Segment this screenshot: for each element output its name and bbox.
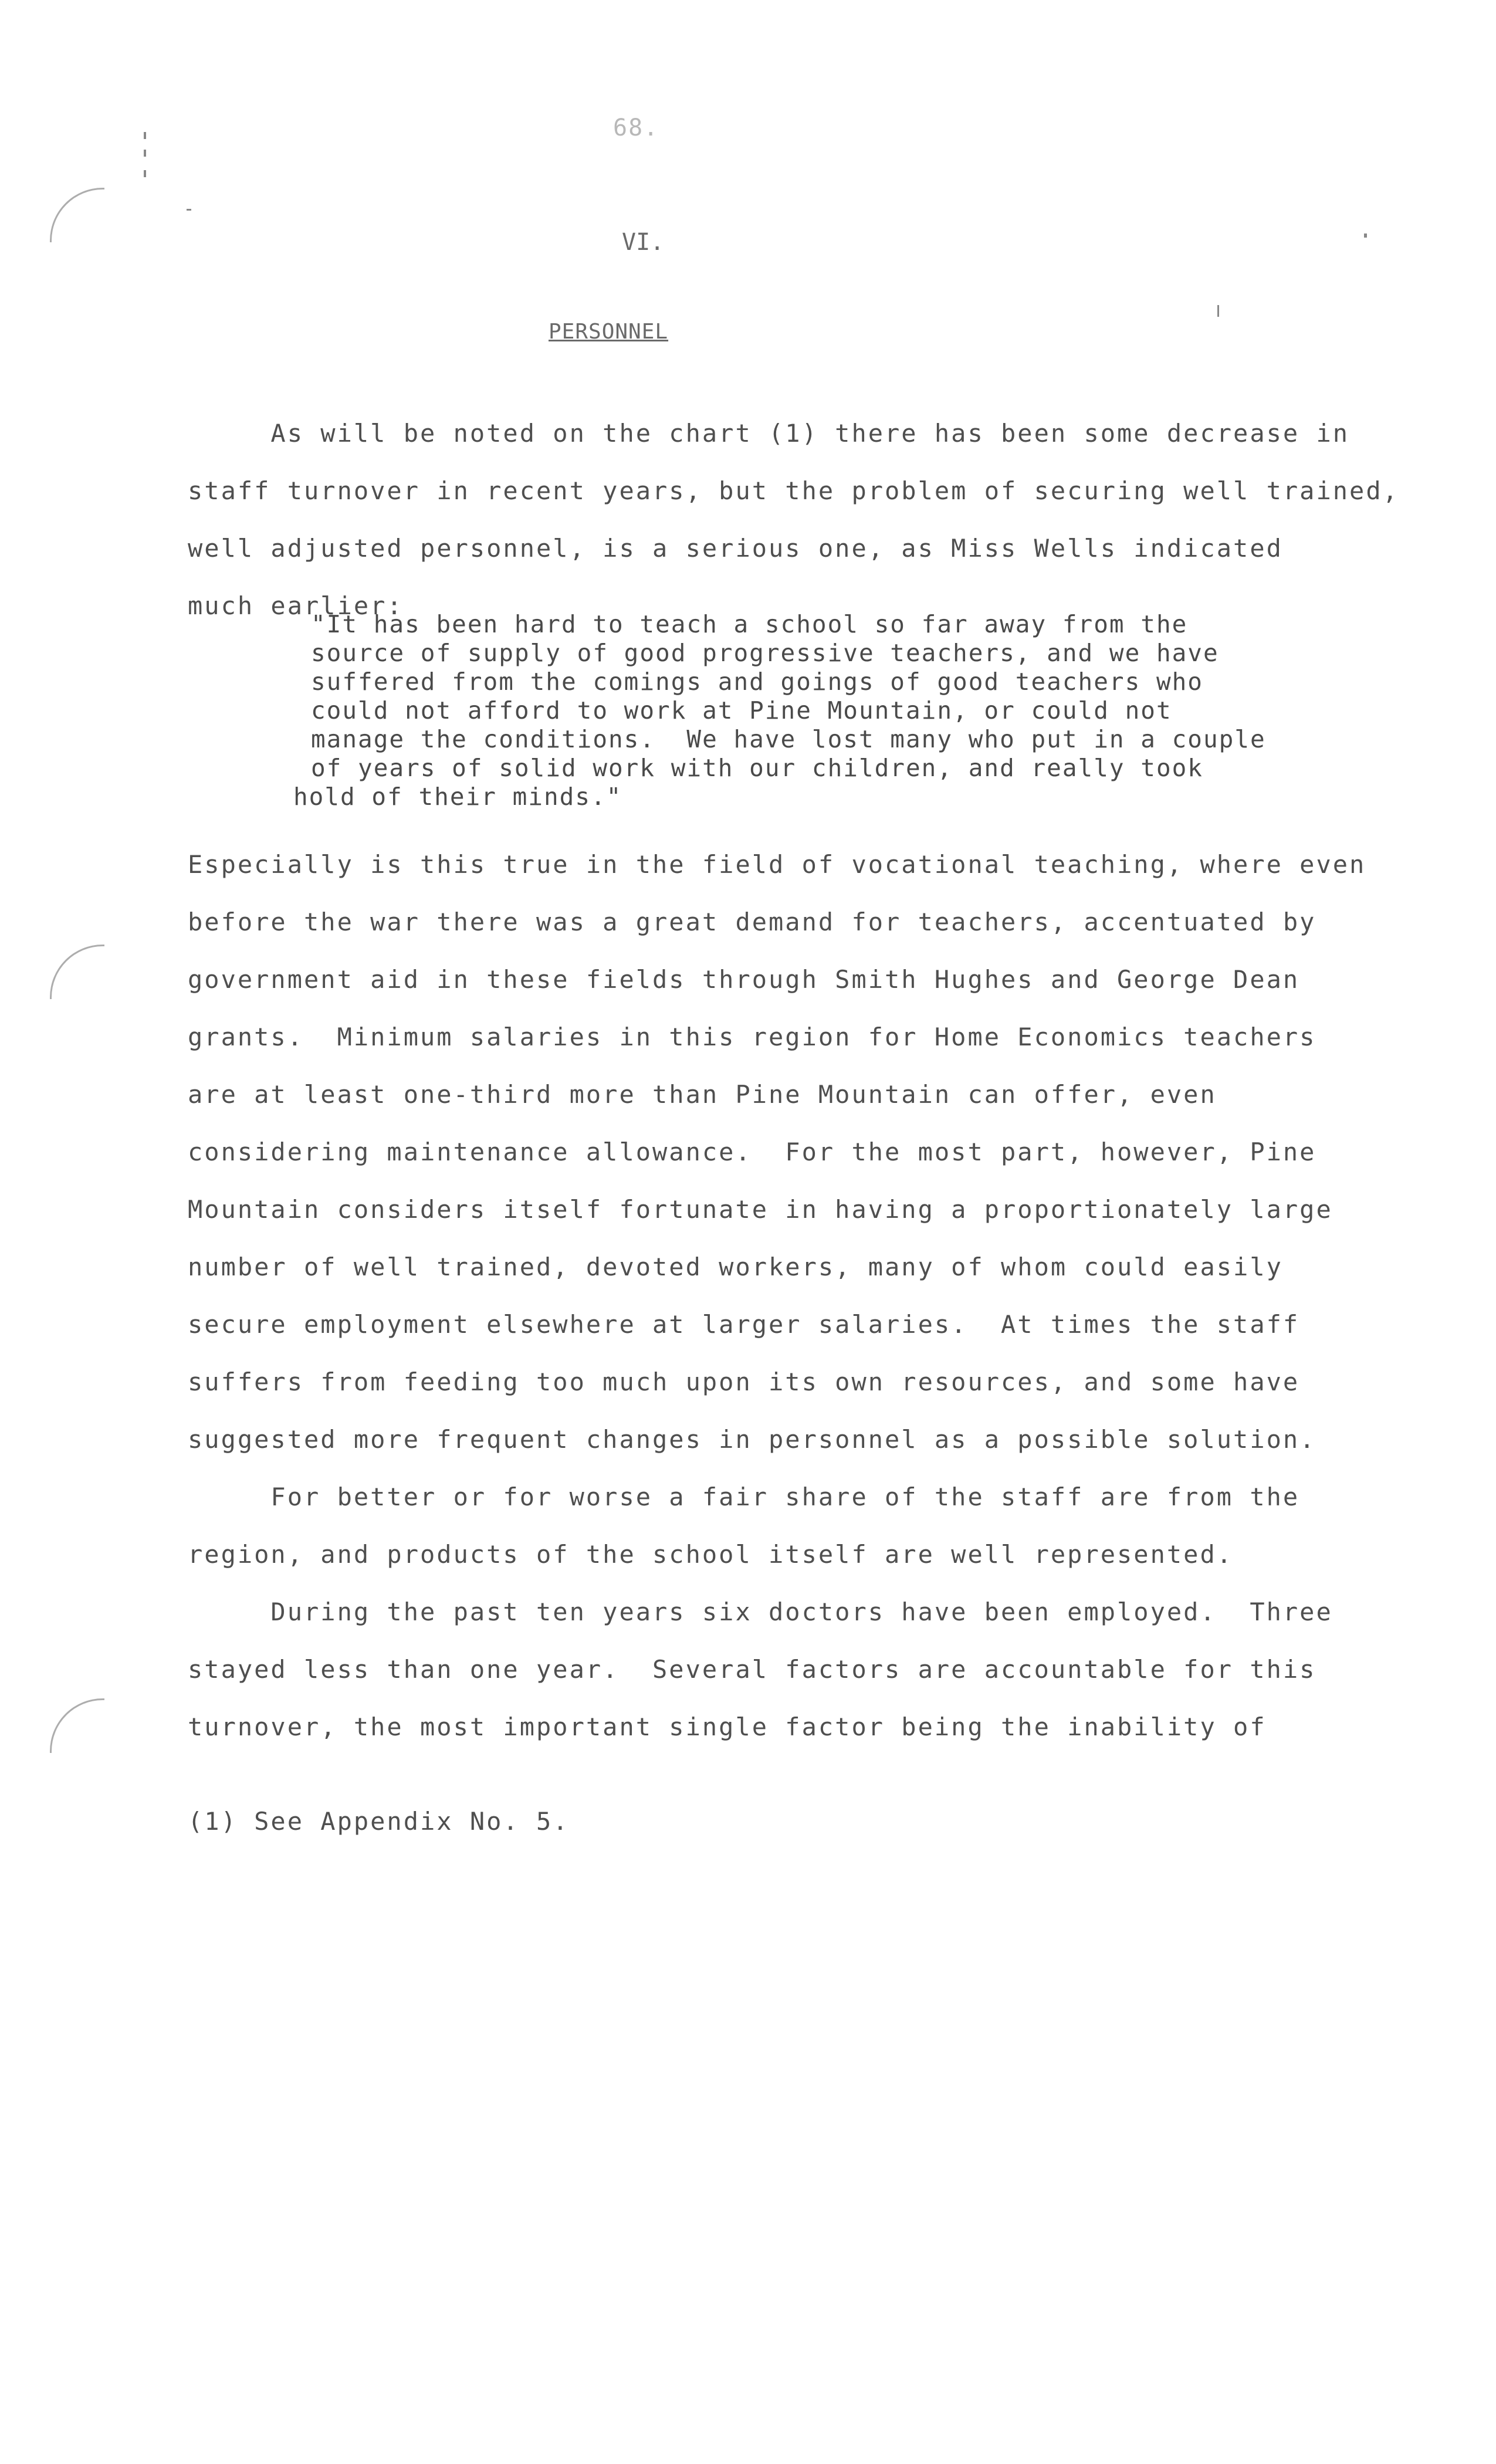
- quote-line: of years of solid work with our children, and really took: [311, 754, 1203, 782]
- quote-line: suffered from the comings and goings of good teachers who: [311, 668, 1203, 696]
- text-line: government aid in these fields through Smith Hughes and George Dean: [188, 965, 1300, 994]
- text-line: suggested more frequent changes in personnel as a possible solution.: [188, 1425, 1316, 1454]
- quote-line: source of supply of good progressive teachers, and we have: [311, 639, 1219, 667]
- paragraph-2: [188, 836, 1437, 1756]
- quote-line: could not afford to work at Pine Mountain, or could not: [311, 696, 1172, 725]
- punch-hole-mark: [50, 188, 104, 242]
- quote-line: "It has been hard to teach a school so far away from the: [311, 610, 1188, 638]
- punch-hole-mark: [50, 1698, 104, 1753]
- text-line: before the war there was a great demand for teachers, accentuated by: [188, 908, 1316, 936]
- text-line: region, and products of the school itself are well represented.: [188, 1540, 1234, 1569]
- text-line: For better or for worse a fair share of the staff are from the: [188, 1483, 1300, 1511]
- block-quote: [293, 610, 1426, 811]
- quote-line: manage the conditions. We have lost many who put in a couple: [311, 725, 1266, 753]
- text-line: considering maintenance allowance. For the most part, however, Pine: [188, 1138, 1316, 1166]
- text-line: are at least one-third more than Pine Mountain can offer, even: [188, 1080, 1217, 1109]
- section-number: VI.: [622, 229, 665, 256]
- paragraph-1: [188, 405, 1437, 620]
- text-line: As will be noted on the chart (1) there has been some decrease in: [188, 419, 1350, 448]
- page-number: 68.: [613, 114, 659, 141]
- text-line: stayed less than one year. Several factors are accountable for this: [188, 1655, 1316, 1684]
- punch-hole-mark: [50, 945, 104, 999]
- text-line: During the past ten years six doctors have been employed. Three: [188, 1597, 1333, 1626]
- text-line: number of well trained, devoted workers, many of whom could easily: [188, 1253, 1283, 1281]
- stray-mark: [187, 209, 191, 211]
- stray-mark: [1217, 305, 1219, 317]
- stray-mark: [144, 170, 146, 177]
- text-line: suffers from feeding too much upon its own resources, and some have: [188, 1368, 1300, 1396]
- quote-line: hold of their minds.": [293, 783, 622, 811]
- text-line: well adjusted personnel, is a serious one, as Miss Wells indicated: [188, 534, 1283, 563]
- text-line: turnover, the most important single factor being the inability of: [188, 1712, 1267, 1741]
- text-line: grants. Minimum salaries in this region for Home Economics teachers: [188, 1023, 1316, 1051]
- section-title: PERSONNEL: [549, 320, 669, 344]
- text-line: Especially is this true in the field of vocational teaching, where even: [188, 850, 1366, 879]
- text-line: secure employment elsewhere at larger salaries. At times the staff: [188, 1310, 1300, 1339]
- text-line: staff turnover in recent years, but the problem of securing well trained,: [188, 476, 1399, 505]
- stray-mark: [1364, 233, 1367, 238]
- text-line: much earlier:: [188, 591, 404, 620]
- stray-mark: [144, 132, 146, 139]
- stray-mark: [144, 150, 146, 157]
- footnote: (1) See Appendix No. 5.: [188, 1807, 570, 1836]
- text-line: Mountain considers itself fortunate in having a proportionately large: [188, 1195, 1333, 1224]
